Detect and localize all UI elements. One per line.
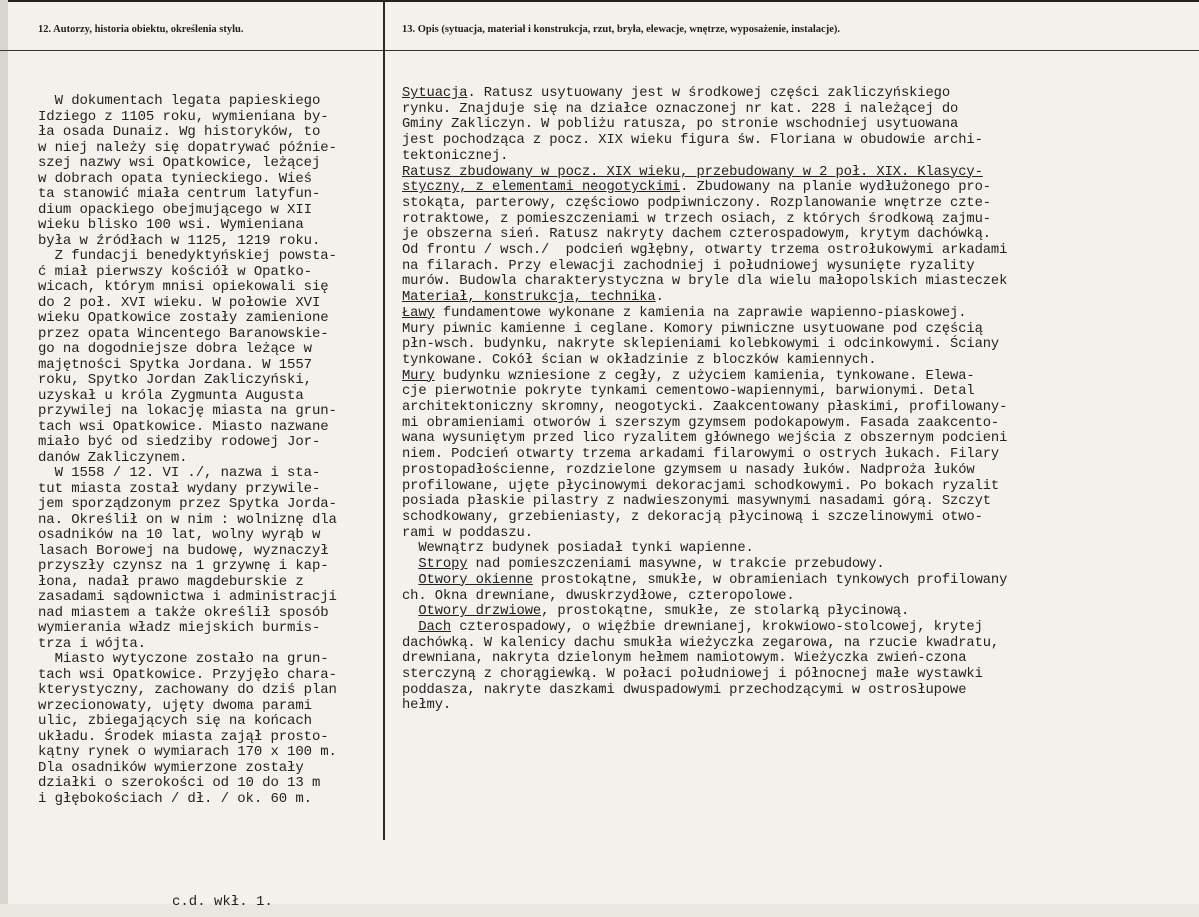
line-text: je obszerna sień. Ratusz nakryty dachem czterospadowym, krytym dachówką. (402, 227, 991, 243)
description-line (402, 133, 1007, 149)
line-text: na filarach. Przy elewacji zachodniej i południowej wysunięte ryzality (402, 258, 975, 274)
line-text: budynku wzniesione z cegły, z użyciem kamienia, tynkowane. Elewa- (434, 368, 975, 384)
line-text: mi obramieniami otworów i szerszym gzymsem podokapowym. Fasada zaakcento- (402, 415, 1000, 431)
history-text-column (38, 94, 337, 807)
description-line (402, 683, 1007, 699)
line-text: jest pochodząca z pocz. XIX wieku figura św. Floriana w obudowie archi- (402, 133, 983, 149)
history-line: w niej należy się dopatrywać późnie- (38, 139, 337, 156)
form-left-edge (0, 0, 8, 917)
line-text: fundamentowe wykonane z kamienia na zaprawie wapienno-piaskowej. (434, 305, 967, 321)
history-line: miało być od siedziby rodowej Jor- (38, 434, 321, 450)
line-text: profilowane, ujęte płycinowymi dekoracjami schodkowymi. Po bokach ryzalit (402, 478, 1000, 494)
history-line: Idziego z 1105 roku, wymieniana by- (38, 108, 329, 125)
history-line: ulic, zbiegających się na końcach (38, 713, 312, 729)
history-line: lasach Borowej na budowę, wyznaczył (38, 542, 329, 559)
history-line: wicach, którym mnisi opiekowali się (38, 279, 329, 295)
line-text: architektoniczny skromny, neogotycki. Zaakcentowany płaskimi, profilowany- (402, 400, 1008, 416)
line-text: prostokątne, smukłe, w obramieniach tynkowych profilowany (532, 572, 1008, 588)
line-text: tynkowane. Cokół ścian w okładzinie z bloczków kamiennych. (402, 352, 877, 368)
description-line (402, 353, 1007, 369)
description-line (402, 117, 1007, 133)
history-line: zasadami sądownictwa i administracji (38, 589, 337, 605)
history-line: ta stanowić miała centrum latyfun- (38, 186, 321, 202)
history-line: na. Określił on w nim : wolniznę dla (38, 511, 337, 528)
history-line: wymierania władz miejskich burmis- (38, 620, 321, 636)
line-text: . Ratusz usytuowany jest w środkowej części zakliczyńskiego (467, 86, 951, 101)
line-text: Wewnątrz budynek posiadał tynki wapienne. (402, 541, 754, 557)
line-text: . (655, 290, 664, 306)
history-line: tach wsi Opatkowice. Przyjęło chara- (38, 666, 337, 683)
line-text: posiada płaskie pilastry z nadwieszonymi masywnymi nasadami górą. Szczyt (402, 494, 991, 510)
description-line (402, 274, 1007, 290)
description-line (402, 102, 1007, 118)
history-line: nad miastem a także określił sposób (38, 604, 329, 621)
line-text (402, 573, 418, 588)
line-text: dachówką. W kalenicy dachu smukła wieżyczka zegarowa, na rzucie kwadratu, (402, 635, 1000, 651)
underlined-heading: Ratusz zbudowany w pocz. XIX wieku, przebudowany w 2 poł. XIX. Klasycy- (402, 164, 983, 180)
description-line (402, 667, 1007, 683)
line-text: rami w poddaszu. (402, 525, 533, 541)
history-line: osadników na 10 lat, wolny wyrąb w (38, 527, 321, 543)
description-line (402, 620, 1007, 636)
section-12-header: 12. Autorzy, historia obiektu, określenia stylu. (38, 24, 244, 35)
history-line: W dokumentach legata papieskiego (38, 93, 321, 109)
history-line: kątny rynek o wymiarach 170 x 100 m. (38, 744, 337, 760)
history-line: Z fundacji benedyktyńskiej powsta- (38, 248, 337, 264)
description-line (402, 604, 1007, 620)
description-line (402, 227, 1007, 243)
history-line: działki o szerokości od 10 do 13 m (38, 775, 321, 791)
description-line (402, 494, 1007, 510)
history-line: szej nazwy wsi Opatkowice, leżącej (38, 155, 321, 171)
description-text-column (402, 86, 1007, 714)
line-text: Od frontu / wsch./ podcień wgłębny, otwarty trzema ostrołukowymi arkadami (402, 243, 1008, 259)
description-line (402, 416, 1007, 432)
line-text: płn-wsch. budynku, nakryte sklepieniami kolebkowymi i odcinkowymi. Ściany (402, 337, 1000, 353)
line-text: prostopadłościenne, rozdzielone gzymsem u nasady łuków. Nadproża łuków (402, 462, 975, 478)
line-text: tektonicznej. (402, 148, 509, 164)
description-line (402, 651, 1007, 667)
description-line (402, 636, 1007, 652)
history-line: była w źródłach w 1125, 1219 roku. (38, 232, 321, 249)
description-line (402, 196, 1007, 212)
line-text: czterospadowy, o więźbie drewnianej, krokwiowo-stolcowej, krytej (451, 619, 983, 635)
description-line (402, 573, 1007, 589)
column-divider (383, 0, 385, 840)
line-text: rotraktowe, z pomieszczeniami w trzech osiach, z których środkową zajmu- (402, 211, 991, 227)
history-line: wieku Opatkowice zostały zamienione (38, 310, 329, 326)
line-text: sterczyną z chorągiewką. W połaci południowej i północnej małe wystawki (402, 667, 983, 683)
description-line (402, 212, 1007, 228)
underlined-heading: Otwory drzwiowe (418, 604, 542, 620)
line-text: ch. Okna drewniane, dwuskrzydłowe, czteropolowe. (402, 588, 795, 604)
line-text: poddasza, nakryte daszkami dwuspadowymi przechodzącymi w ostrosłupowe (402, 682, 967, 698)
continuation-note: c.d. wkł. 1. (172, 894, 273, 910)
line-text: , prostokątne, smukłe, ze stolarką płycinową. (541, 604, 910, 620)
line-text: Mury piwnic kamienne i ceglane. Komory piwniczne usytuowane pod częścią (402, 321, 983, 337)
history-line: danów Zakliczynem. (38, 449, 188, 466)
line-text: hełmy. (402, 698, 452, 714)
description-line (402, 322, 1007, 338)
line-text (402, 557, 418, 572)
line-text: cje pierwotnie pokryte tynkami cementowo-wapiennymi, barwionymi. Detal (402, 384, 975, 400)
description-line (402, 447, 1007, 463)
history-line: uzyskał u króla Zygmunta Augusta (38, 387, 304, 404)
line-text: stokąta, parterowy, częściowo podpiwniczony. Rozplanowanie wnętrze czte- (402, 195, 991, 211)
underlined-heading: styczny, z elementami neogotyckimi (402, 180, 681, 196)
underlined-heading: Stropy (418, 557, 468, 573)
history-line: wrzecionowaty, ujęty dwoma parami (38, 697, 312, 714)
history-line: majętności Spytka Jordana. W 1557 (38, 356, 312, 373)
description-line (402, 243, 1007, 259)
history-line: Dla osadników wymierzone zostały (38, 759, 304, 776)
history-line: wieku blisko 100 wsi. Wymieniana (38, 217, 304, 233)
history-line: tut miasta został wydany przywile- (38, 480, 321, 497)
line-text (402, 604, 418, 619)
line-text: rynku. Znajduje się na działce oznaczonej nr kat. 228 i należącej do (402, 101, 959, 117)
underlined-heading: Dach (418, 619, 452, 635)
history-line: przywilej na lokację miasta na grun- (38, 403, 337, 419)
description-line (402, 479, 1007, 495)
description-line (402, 149, 1007, 165)
history-line: tach wsi Opatkowice. Miasto nazwane (38, 418, 329, 435)
description-line (402, 384, 1007, 400)
line-text: . Zbudowany na planie wydłużonego pro- (680, 180, 991, 196)
history-line: roku, Spytko Jordan Zakliczyński, (38, 372, 312, 388)
history-line: przyszły czynsz na 1 grzywnę i kap- (38, 558, 329, 574)
history-line: jem sporządzonym przez Spytka Jorda- (38, 496, 337, 512)
history-line: do 2 poł. XVI wieku. W połowie XVI (38, 294, 321, 311)
description-line (402, 369, 1007, 385)
history-line: ć miał pierwszy kościół w Opatko- (38, 263, 312, 280)
description-line (402, 431, 1007, 447)
line-text: drewniana, nakryta dzielonym hełmem namiotowym. Wieżyczka zwień-czona (402, 651, 967, 667)
description-line (402, 589, 1007, 605)
underlined-heading: Ławy (402, 305, 435, 321)
history-line: ła osada Dunaiz. Wg historyków, to (38, 124, 321, 140)
history-line: łona, nadał prawo magdeburskie z (38, 573, 304, 590)
history-line: i głębokościach / dł. / ok. 60 m. (38, 790, 312, 807)
history-line: dium opackiego obejmującego w XII (38, 201, 312, 218)
history-line: go na dogodniejsze dobra leżące w (38, 341, 312, 357)
description-line (402, 86, 1007, 102)
description-line (402, 510, 1007, 526)
form-top-border (0, 0, 1199, 2)
description-line (402, 306, 1007, 322)
description-line (402, 463, 1007, 479)
line-text: Gminy Zakliczyn. W pobliżu ratusza, po stronie wschodniej usytuowana (402, 117, 959, 133)
line-text: wana wysuniętym przed lico ryzalitem głównego wejścia z obszernym podcieni (402, 431, 1008, 447)
history-line: układu. Środek miasta zajął prosto- (38, 728, 329, 745)
description-line (402, 698, 1007, 714)
header-rule (0, 50, 1199, 51)
section-13-header: 13. Opis (sytuacja, materiał i konstrukcja, rzut, bryła, elewacje, wnętrze, wyposażenie, instalacje). (402, 24, 841, 35)
description-line (402, 290, 1007, 306)
history-line: W 1558 / 12. VI ./, nazwa i sta- (38, 465, 321, 481)
line-text: murów. Budowla charakterystyczna w bryle dla wielu małopolskich miasteczek (402, 274, 1008, 290)
description-line (402, 337, 1007, 353)
underlined-heading: Materiał, konstrukcja, technika (402, 290, 656, 306)
underlined-heading: Otwory okienne (418, 572, 533, 588)
line-text: schodkowany, grzebieniasty, z dekoracją płycinową i szczelinowymi otwo- (402, 509, 983, 525)
description-line (402, 557, 1007, 573)
line-text: niem. Podcień otwarty trzema arkadami filarowymi o ostrych łukach. Filary (402, 447, 1000, 463)
description-line (402, 541, 1007, 557)
line-text (402, 620, 418, 635)
description-line (402, 400, 1007, 416)
history-line: Miasto wytyczone zostało na grun- (38, 651, 329, 667)
underlined-heading: Sytuacja (402, 86, 468, 101)
description-line (402, 165, 1007, 181)
description-line (402, 526, 1007, 542)
history-line: kterystyczny, zachowany do dziś plan (38, 682, 337, 698)
description-line (402, 180, 1007, 196)
line-text: nad pomieszczeniami masywne, w trakcie przebudowy. (467, 557, 885, 573)
description-line (402, 259, 1007, 275)
underlined-heading: Mury (402, 368, 435, 384)
history-line: przez opata Wincentego Baranowskie- (38, 325, 329, 342)
history-line: w dobrach opata tynieckiego. Wieś (38, 170, 312, 187)
history-line: trza i wójta. (38, 635, 146, 652)
